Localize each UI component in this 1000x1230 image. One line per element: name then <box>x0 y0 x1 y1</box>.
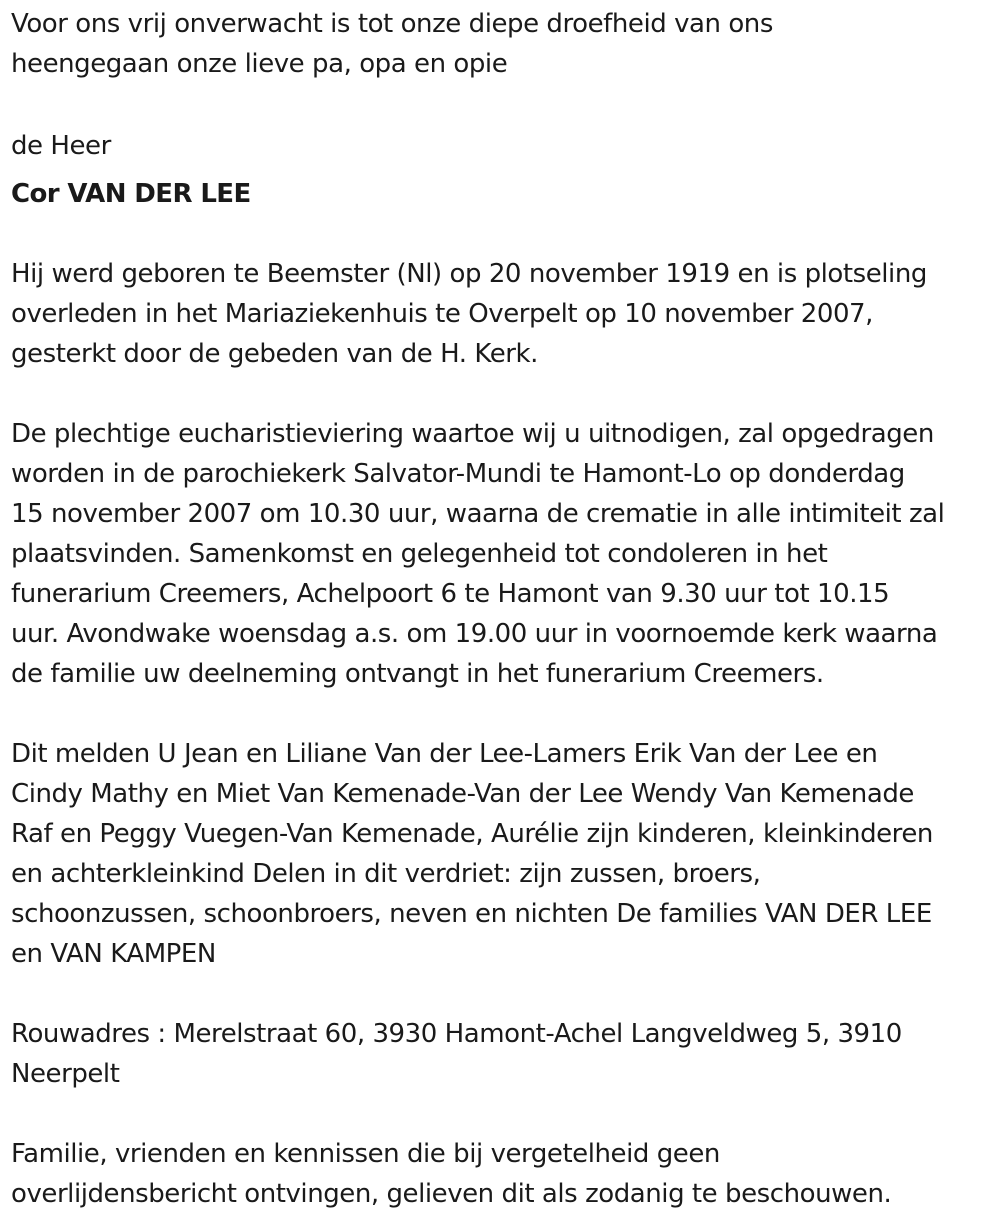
ceremony-paragraph: De plechtige eucharistieviering waartoe wij u uitnodigen, zal opgedragen worden in de parochiekerk Salvator-Mundi te Hamont-Lo op donderdag 15 november 2007 om 10.30 uur, waarna de crematie in alle intimiteit zal plaatsvinden. Samenkomst en gelegenheid tot condoleren in het funerarium Creemers, Achelpoort 6 te Hamont van 9.30 uur tot 10.15 uur. Avondwake woensdag a.s. om 19.00 uur in voornoemde kerk waarna de familie uw deelneming ontvangt in het funerarium Creemers. <box>11 419 945 689</box>
honorific-title: de Heer <box>11 131 111 161</box>
spacer <box>11 694 996 734</box>
spacer <box>11 84 996 124</box>
intro-paragraph: Voor ons vrij onverwacht is tot onze diepe droefheid van ons heengegaan onze lieve pa, opa en opie <box>11 9 773 79</box>
closing-paragraph: Familie, vrienden en kennissen die bij vergetelheid geen overlijdensbericht ontvingen, gelieven dit als zodanig te beschouwen. <box>11 1139 892 1209</box>
family-paragraph: Dit melden U Jean en Liliane Van der Lee-Lamers Erik Van der Lee en Cindy Mathy en Miet Van Kemenade-Van der Lee Wendy Van Kemenade Raf en Peggy Vuegen-Van Kemenade, Aurélie zijn kinderen, kleinkinderen en achterkleinkind Delen in dit verdriet: zijn zussen, broers, schoonzussen, schoonbroers, neven en nichten De families VAN DER LEE en VAN KAMPEN <box>11 739 933 969</box>
spacer <box>11 374 996 414</box>
spacer <box>11 214 996 254</box>
birth-death-paragraph: Hij werd geboren te Beemster (Nl) op 20 november 1919 en is plotseling overleden in het Mariaziekenhuis te Overpelt op 10 november 2007, gesterkt door de gebeden van de H. Kerk. <box>11 259 927 369</box>
deceased-name: Cor VAN DER LEE <box>11 179 251 209</box>
spacer <box>11 974 996 1014</box>
mourning-address: Rouwadres : Merelstraat 60, 3930 Hamont-Achel Langveldweg 5, 3910 Neerpelt <box>11 1019 902 1089</box>
obituary-notice <box>11 4 996 1214</box>
spacer <box>11 1094 996 1134</box>
